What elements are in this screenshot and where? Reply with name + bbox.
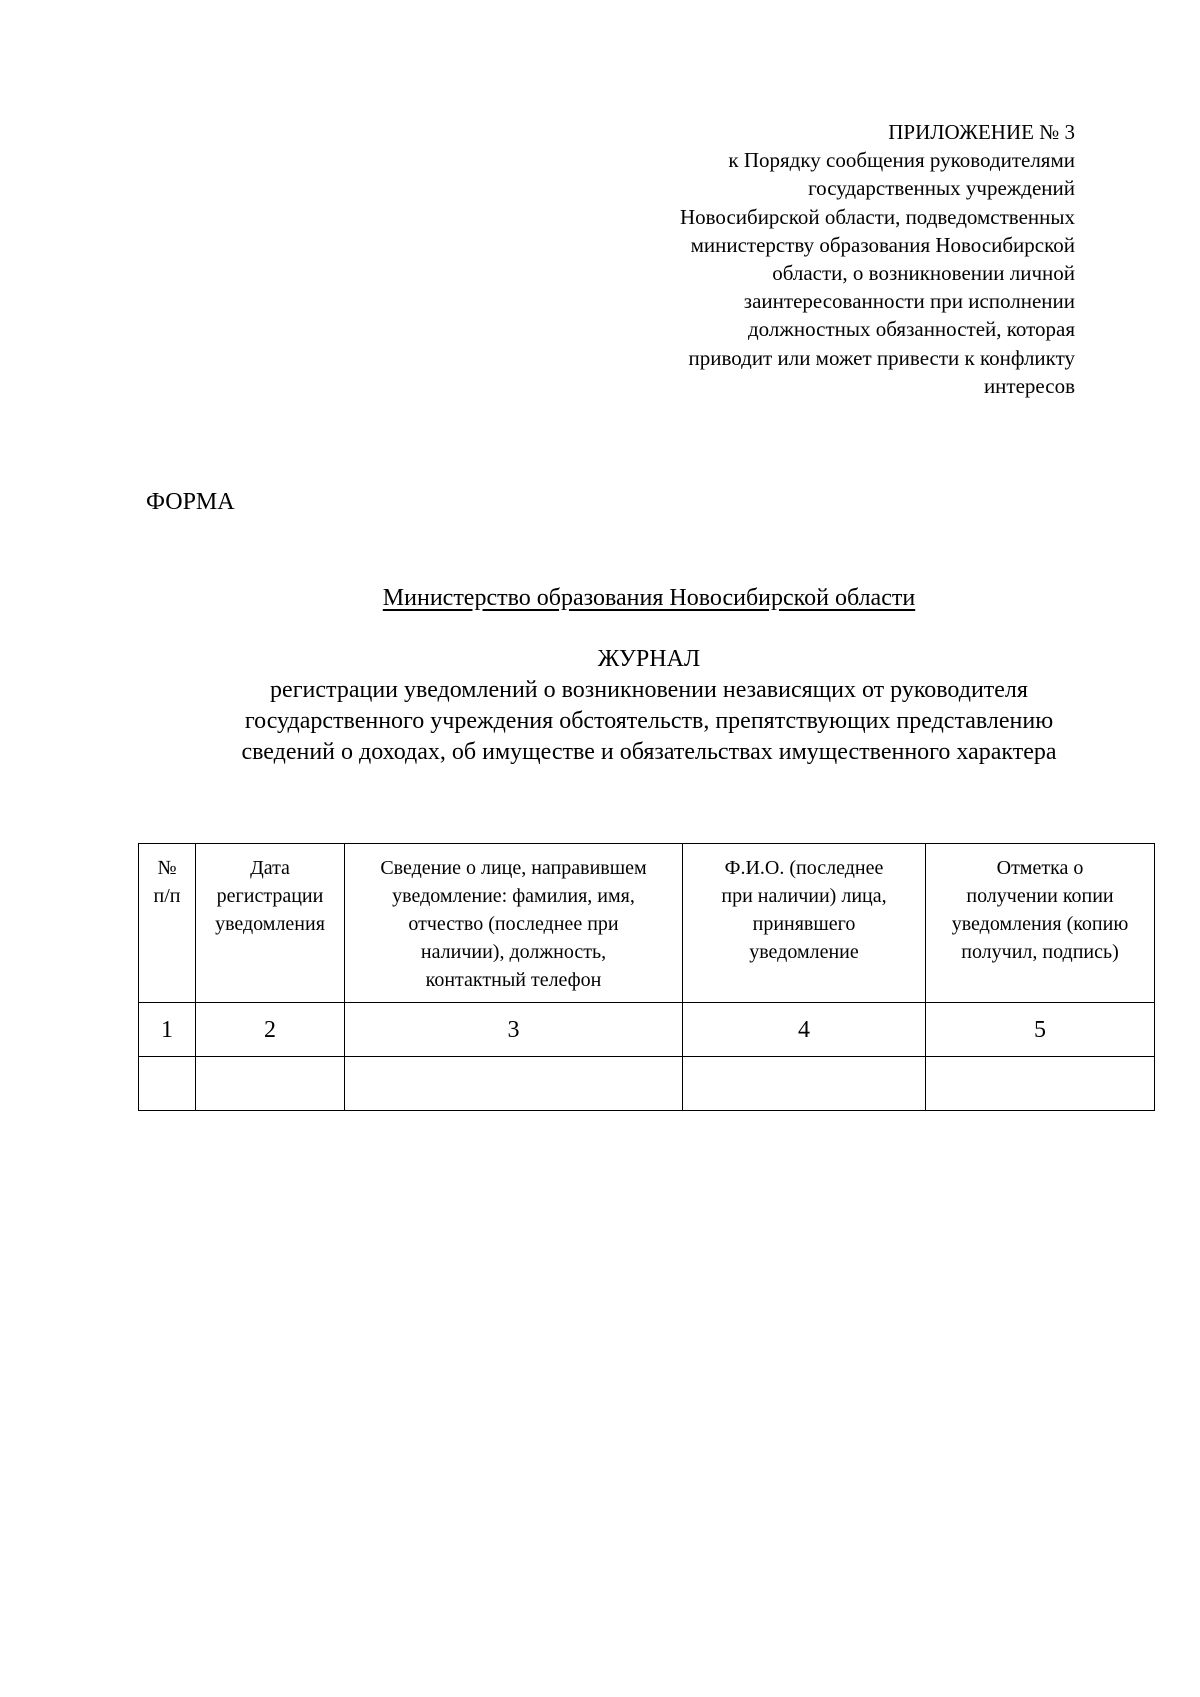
appendix-line: к Порядку сообщения руководителями xyxy=(728,148,1075,173)
column-header-receiver-name: Ф.И.О. (последнее при наличии) лица, принявшего уведомление xyxy=(683,844,926,1003)
appendix-title: ПРИЛОЖЕНИЕ № 3 xyxy=(888,120,1075,144)
journal-table xyxy=(138,843,1155,1111)
form-label: ФОРМА xyxy=(146,489,235,515)
column-number-cell: 2 xyxy=(196,1003,345,1057)
ministry-name-text: Министерство образования Новосибирской области xyxy=(382,585,916,611)
journal-subtitle-line: регистрации уведомлений о возникновении независящих от руководителя xyxy=(270,677,1028,703)
column-header-registration-date: Дата регистрации уведомления xyxy=(196,844,345,1003)
appendix-line: должностных обязанностей, которая xyxy=(748,317,1075,342)
table-cell xyxy=(683,1057,926,1111)
column-header-copy-receipt: Отметка о получении копии уведомления (копию получил, подпись) xyxy=(926,844,1155,1003)
column-number-cell: 3 xyxy=(345,1003,683,1057)
journal-subtitle-line: государственного учреждения обстоятельств, препятствующих представлению xyxy=(244,708,1054,734)
table-cell xyxy=(926,1057,1155,1111)
appendix-line: области, о возникновении личной xyxy=(772,261,1075,286)
ministry-name xyxy=(0,583,1200,613)
appendix-line: государственных учреждений xyxy=(808,176,1075,201)
journal-title: ЖУРНАЛ xyxy=(597,646,701,672)
table-numbering-row xyxy=(139,1003,1155,1057)
column-number-cell: 5 xyxy=(926,1003,1155,1057)
appendix-line: интересов xyxy=(983,373,1075,398)
appendix-line: Новосибирской области, подведомственных xyxy=(679,204,1075,229)
column-header-sender-info: Сведение о лице, направившем уведомление: фамилия, имя, отчество (последнее при наличии), должность, контактный телефон xyxy=(345,844,683,1003)
table-cell xyxy=(139,1057,196,1111)
column-header-number: № п/п xyxy=(139,844,196,1003)
table-header-row xyxy=(139,844,1155,1003)
table-cell xyxy=(345,1057,683,1111)
journal-heading xyxy=(0,644,1200,768)
table-cell xyxy=(196,1057,345,1111)
column-number-cell: 1 xyxy=(139,1003,196,1057)
column-number-cell: 4 xyxy=(683,1003,926,1057)
appendix-line: министерству образования Новосибирской xyxy=(690,232,1075,257)
appendix-line: заинтересованности при исполнении xyxy=(743,289,1075,314)
table-row xyxy=(139,1057,1155,1111)
appendix-block xyxy=(575,118,1075,400)
appendix-line: приводит или может привести к конфликту xyxy=(688,345,1075,370)
journal-subtitle-line: сведений о доходах, об имуществе и обязательствах имущественного характера xyxy=(241,739,1057,765)
